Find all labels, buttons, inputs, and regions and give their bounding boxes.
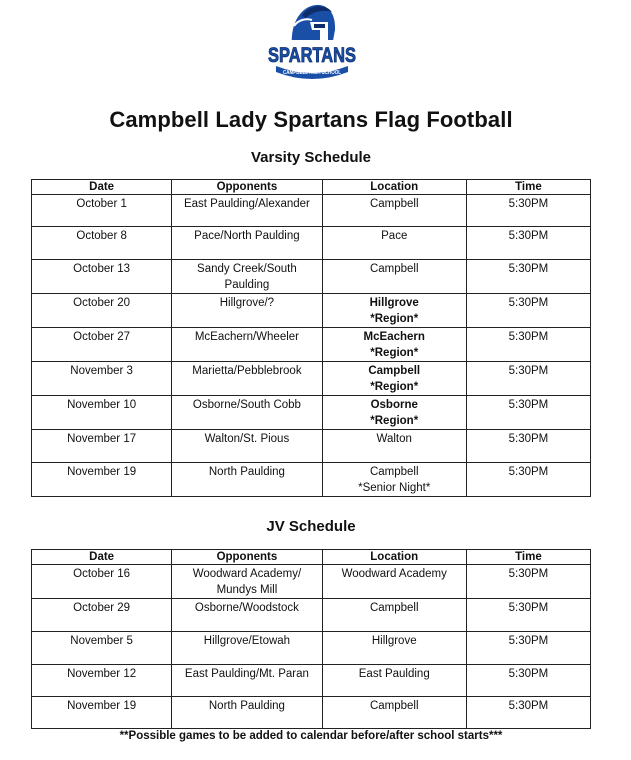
col-header-time: Time [466,180,590,195]
opponents-cell: Pace/North Paulding [172,227,322,260]
time-cell: 5:30PM [466,294,590,328]
date-cell: November 19 [32,463,172,497]
table-row [32,599,591,632]
time-cell: 5:30PM [466,430,590,463]
location-cell [322,328,466,362]
table-row [32,195,591,227]
location-cell [322,430,466,463]
time-cell: 5:30PM [466,665,590,697]
col-header-date: Date [32,180,172,195]
location-name: Hillgrove [369,297,419,309]
helmet-icon [292,5,335,46]
time-cell: 5:30PM [466,697,590,729]
opponents-cell: Osborne/South Cobb [172,396,322,430]
jv-heading: JV Schedule [266,518,356,535]
date-cell: October 27 [32,328,172,362]
opponents-cell: Hillgrove/? [172,294,322,328]
location-cell [322,565,466,599]
location-name: Campbell [368,365,421,377]
opponents-cell: North Paulding [172,697,322,729]
jv-table [31,549,591,729]
date-cell: October 20 [32,294,172,328]
col-header-opponents: Opponents [172,180,322,195]
time-cell: 5:30PM [466,260,590,294]
location-name: Campbell [369,466,419,478]
location-name: Campbell [369,602,419,614]
opponents-cell: Marietta/Pebblebrook [172,362,322,396]
location-name: Campbell [369,700,419,712]
time-cell: 5:30PM [466,195,590,227]
time-cell: 5:30PM [466,362,590,396]
date-cell: November 3 [32,362,172,396]
table-header-row [32,180,591,195]
page-title: Campbell Lady Spartans Flag Football [109,107,513,132]
location-cell [322,632,466,665]
table-row [32,565,591,599]
varsity-table [31,179,591,497]
location-note: *Region* [370,381,419,393]
table-row [32,396,591,430]
date-cell: October 29 [32,599,172,632]
opponents-cell: Woodward Academy/ Mundys Mill [172,565,322,599]
varsity-heading: Varsity Schedule [250,149,372,166]
time-cell: 5:30PM [466,396,590,430]
location-note: *Region* [370,415,419,427]
opponents-cell: McEachern/Wheeler [172,328,322,362]
date-cell: November 17 [32,430,172,463]
time-cell: 5:30PM [466,632,590,665]
location-note: *Region* [370,313,419,325]
date-cell: November 5 [32,632,172,665]
col-header-date: Date [32,550,172,565]
location-name: Campbell [369,198,419,210]
location-note: *Region* [370,347,419,359]
opponents-cell: East Paulding/Mt. Paran [172,665,322,697]
table-row [32,632,591,665]
location-note: *Senior Night* [358,482,431,494]
location-cell [322,362,466,396]
opponents-cell: Osborne/Woodstock [172,599,322,632]
logo-school: CAMPBELL HIGH SCHOOL [283,70,341,76]
location-name: Woodward Academy [341,568,447,580]
table-row [32,697,591,729]
date-cell: October 8 [32,227,172,260]
location-name: Osborne [370,399,418,411]
col-header-location: Location [322,180,466,195]
table-row [32,362,591,396]
location-cell [322,463,466,497]
opponents-cell: Hillgrove/Etowah [172,632,322,665]
time-cell: 5:30PM [466,227,590,260]
date-cell: October 1 [32,195,172,227]
date-cell: October 16 [32,565,172,599]
table-row [32,430,591,463]
location-name: Walton [376,433,412,445]
table-row [32,294,591,328]
location-cell [322,599,466,632]
col-header-time: Time [466,550,590,565]
table-row [32,260,591,294]
location-name: Campbell [369,263,419,275]
table-row [32,328,591,362]
time-cell: 5:30PM [466,463,590,497]
date-cell: November 12 [32,665,172,697]
location-cell [322,697,466,729]
time-cell: 5:30PM [466,328,590,362]
time-cell: 5:30PM [466,565,590,599]
date-cell: October 13 [32,260,172,294]
location-name: McEachern [363,331,425,343]
opponents-cell: Sandy Creek/South Paulding [172,260,322,294]
location-name: Hillgrove [371,635,417,647]
spartans-logo [262,0,362,84]
opponents-cell: North Paulding [172,463,322,497]
table-row [32,463,591,497]
time-cell: 5:30PM [466,599,590,632]
location-cell [322,294,466,328]
date-cell: November 19 [32,697,172,729]
location-cell [322,227,466,260]
table-row [32,227,591,260]
date-cell: November 10 [32,396,172,430]
opponents-cell: East Paulding/Alexander [172,195,322,227]
footnote: **Possible games to be added to calendar before/after school starts*** [119,730,503,742]
table-row [32,665,591,697]
location-cell [322,396,466,430]
col-header-opponents: Opponents [172,550,322,565]
location-cell [322,665,466,697]
opponents-cell: Walton/St. Pious [172,430,322,463]
location-cell [322,195,466,227]
location-name: East Paulding [358,668,430,680]
location-name: Pace [381,230,408,242]
col-header-location: Location [322,550,466,565]
logo-word: SPARTANS [268,44,356,67]
table-header-row [32,550,591,565]
location-cell [322,260,466,294]
